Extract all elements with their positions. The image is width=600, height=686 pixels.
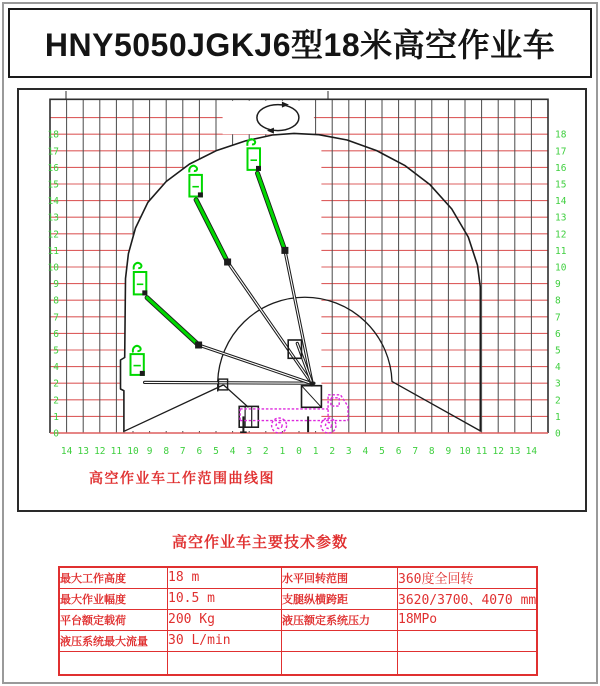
table-row — [59, 609, 537, 630]
x-axis-label: 1 — [312, 446, 319, 457]
y-axis-label-left: 2 — [53, 395, 59, 407]
x-axis-label: 7 — [412, 446, 419, 457]
y-axis-label-right: 6 — [555, 328, 561, 340]
y-axis-label-left: 1 — [53, 411, 59, 423]
y-axis-label-right: 5 — [555, 345, 561, 357]
table-row — [59, 567, 537, 588]
y-axis-label-right: 4 — [555, 362, 561, 374]
x-axis-label: 12 — [94, 446, 106, 457]
param-value: 360度全回转 — [398, 567, 538, 588]
x-axis-label: 9 — [445, 446, 452, 457]
x-axis-label: 0 — [296, 446, 302, 457]
table-row — [59, 651, 537, 675]
y-axis-label-right: 13 — [555, 212, 567, 224]
param-label: 水平回转范围 — [282, 567, 398, 588]
param-value — [398, 630, 538, 651]
x-axis-label: 10 — [459, 446, 471, 457]
x-axis-label: 5 — [213, 446, 219, 457]
x-axis-label: 14 — [60, 446, 73, 457]
working-range-diagram — [17, 88, 587, 512]
x-axis-label: 9 — [146, 446, 153, 457]
x-axis-label: 12 — [492, 446, 504, 457]
x-axis-label: 4 — [362, 446, 369, 457]
title-block — [8, 8, 592, 78]
parameters-table-title: 高空作业车主要技术参数 — [171, 534, 348, 551]
param-label: 平台额定载荷 — [59, 609, 168, 630]
y-axis-label-right: 17 — [555, 146, 567, 158]
x-axis-label: 14 — [525, 446, 538, 457]
y-axis-label-left: 16 — [47, 162, 59, 174]
param-value: 10.5 m — [168, 588, 282, 609]
x-axis-label: 8 — [428, 446, 435, 457]
x-axis-label: 13 — [509, 446, 521, 457]
y-axis-label-left: 11 — [47, 245, 59, 257]
y-axis-label-right: 18 — [555, 129, 567, 141]
param-value: 18 m — [168, 567, 282, 588]
param-value: 18MPo — [398, 609, 538, 630]
x-axis-label: 7 — [179, 446, 186, 457]
y-axis-label-right: 14 — [555, 196, 567, 208]
y-axis-label-left: 18 — [47, 129, 59, 141]
y-axis-label-right: 11 — [555, 245, 567, 257]
y-axis-label-left: 14 — [47, 196, 59, 208]
table-row — [59, 588, 537, 609]
x-axis-label: 6 — [395, 446, 402, 457]
x-axis-label: 2 — [262, 446, 269, 457]
param-value: 200 Kg — [168, 609, 282, 630]
y-axis-label-left: 2 — [53, 378, 59, 390]
param-value — [398, 651, 538, 675]
y-axis-label-left: 10 — [47, 262, 59, 274]
x-axis-label: 2 — [329, 446, 336, 457]
x-axis-label: 11 — [110, 446, 123, 457]
y-axis-label-right: 9 — [555, 279, 561, 291]
x-axis-label: 8 — [163, 446, 170, 457]
x-axis-label: 11 — [475, 446, 488, 457]
param-value: 3620/3700、4070 mm — [398, 588, 538, 609]
x-axis-label: 13 — [77, 446, 89, 457]
y-axis-label-right: 3 — [555, 378, 561, 390]
y-axis-label-left: 7 — [53, 312, 59, 324]
y-axis-label-right: 12 — [555, 229, 567, 241]
param-label: 支腿纵横跨距 — [282, 588, 398, 609]
y-axis-label-left: 4 — [53, 362, 59, 374]
y-axis-label-right: 0 — [555, 428, 561, 440]
x-axis-label: 5 — [379, 446, 385, 457]
x-axis-label: 6 — [196, 446, 203, 457]
y-axis-label-right: 2 — [555, 395, 561, 407]
y-axis-label-left: 15 — [47, 179, 59, 191]
param-value — [168, 651, 282, 675]
y-axis-label-left: 5 — [53, 345, 59, 357]
y-axis-label-left: 17 — [47, 146, 59, 158]
y-axis-label-right: 15 — [555, 179, 567, 191]
parameters-table — [58, 566, 538, 676]
diagram-caption: 高空作业车工作范围曲线图 — [89, 470, 275, 486]
y-axis-label-right: 10 — [555, 262, 567, 274]
table-row — [59, 630, 537, 651]
x-axis-label: 1 — [279, 446, 286, 457]
y-axis-label-right: 8 — [555, 295, 561, 307]
page-title: HNY5050JGKJ6型18米高空作业车 — [44, 27, 556, 63]
param-label — [282, 630, 398, 651]
y-axis-label-right: 7 — [555, 312, 561, 324]
y-axis-label-right: 1 — [555, 411, 561, 423]
param-label — [282, 651, 398, 675]
range-curve-svg — [19, 90, 585, 510]
y-axis-label-left: 0 — [53, 428, 59, 440]
y-axis-label-left: 8 — [53, 295, 59, 307]
y-axis-label-left: 12 — [47, 229, 59, 241]
y-axis-label-left: 13 — [47, 212, 59, 224]
param-label: 最大工作高度 — [59, 567, 168, 588]
x-axis-label: 3 — [246, 446, 253, 457]
y-axis-label-left: 9 — [53, 279, 59, 291]
param-value: 30 L/min — [168, 630, 282, 651]
param-label: 液压额定系统压力 — [282, 609, 398, 630]
y-axis-label-right: 16 — [555, 162, 567, 174]
x-axis-label: 3 — [345, 446, 352, 457]
x-axis-label: 10 — [127, 446, 139, 457]
y-axis-label-left: 6 — [53, 328, 59, 340]
param-label: 液压系统最大流量 — [59, 630, 168, 651]
param-label: 最大作业幅度 — [59, 588, 168, 609]
param-label — [59, 651, 168, 675]
x-axis-label: 4 — [229, 446, 236, 457]
